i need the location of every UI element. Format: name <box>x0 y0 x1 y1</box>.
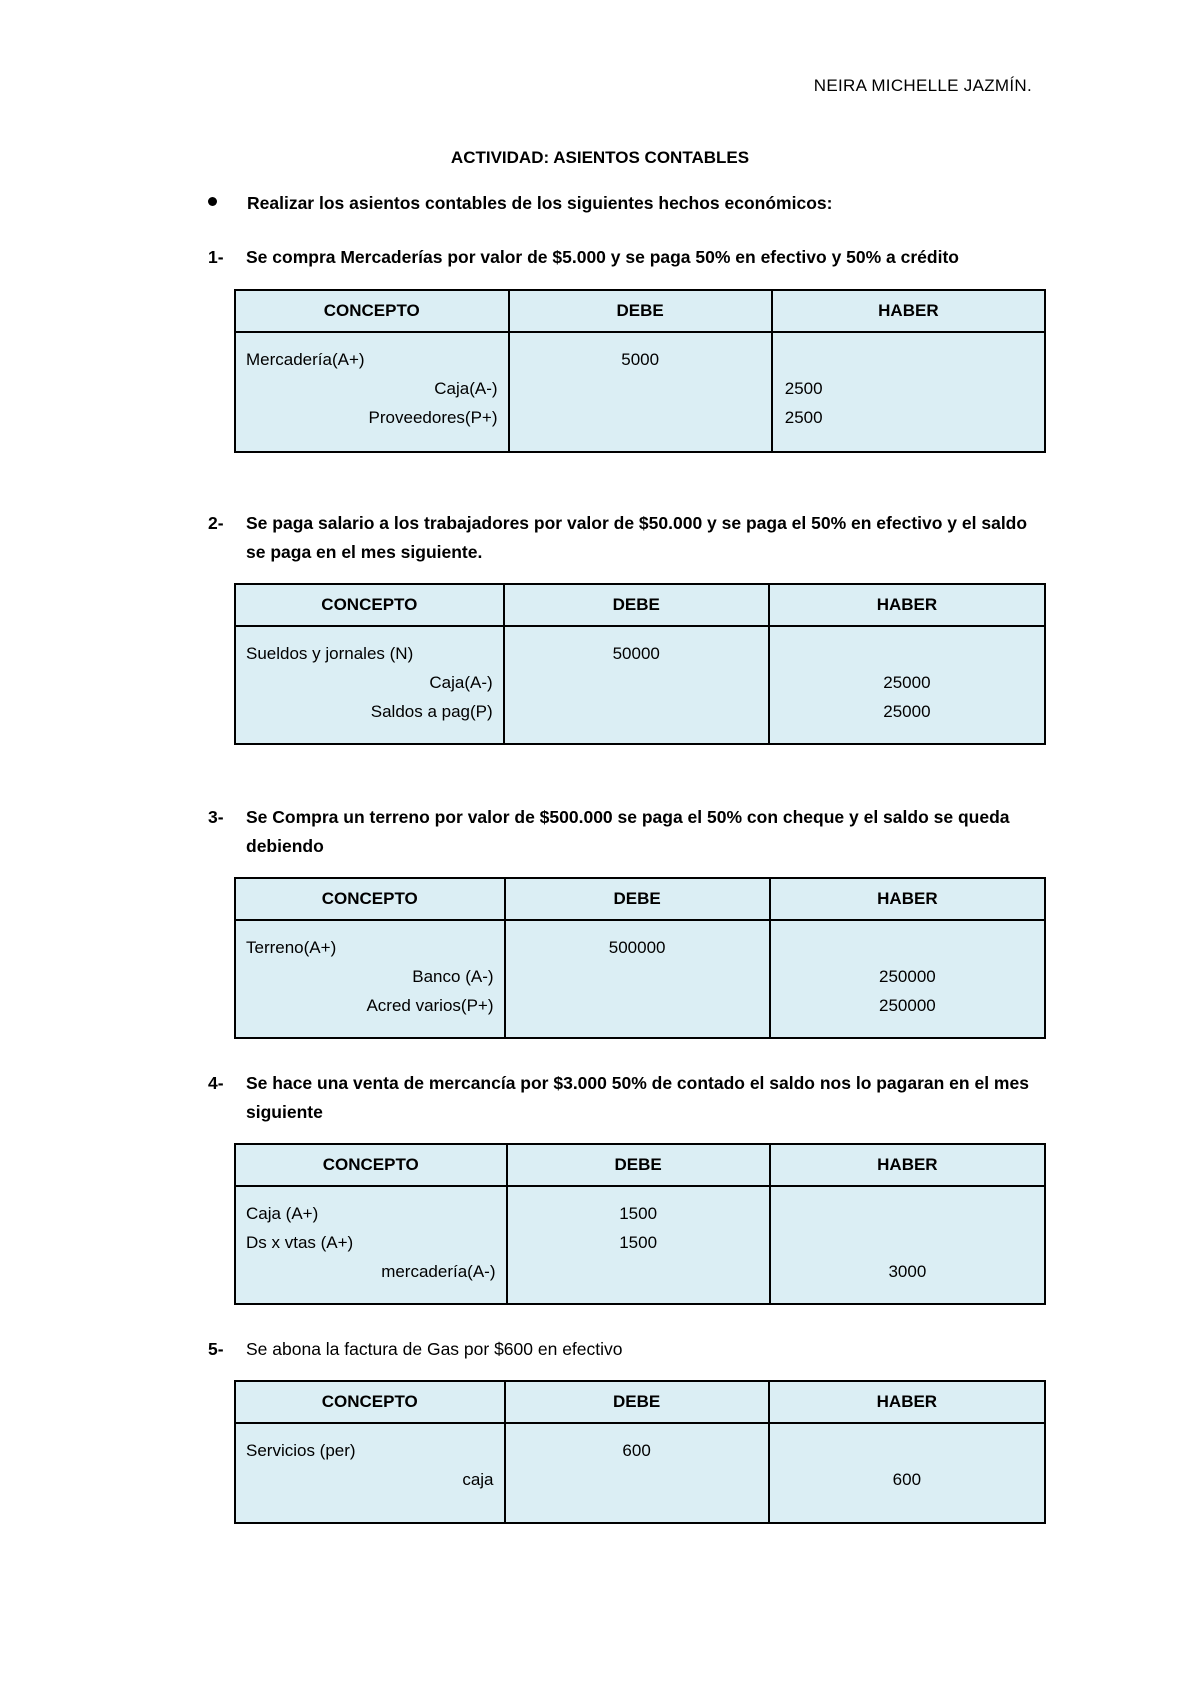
exercise-number: 5- <box>208 1339 224 1359</box>
page-title: ACTIVIDAD: ASIENTOS CONTABLES <box>450 148 750 167</box>
concepto-cell <box>235 1423 505 1523</box>
header-haber: HABER <box>769 1381 1045 1423</box>
haber-value: 25000 <box>883 673 931 692</box>
table-header-row <box>235 1381 1045 1423</box>
debe-value <box>515 668 758 697</box>
journal-entry-table-4 <box>234 1143 1046 1305</box>
debe-value <box>515 697 758 726</box>
debe-value: 600 <box>622 1441 651 1460</box>
header-haber: HABER <box>770 1144 1045 1186</box>
concepto-cell <box>235 1186 507 1304</box>
debe-value <box>520 374 761 403</box>
table-row <box>235 626 1045 744</box>
debe-value <box>516 991 759 1020</box>
exercise-1-statement <box>208 243 1038 272</box>
header-debe: DEBE <box>509 290 772 332</box>
haber-cell <box>772 332 1045 452</box>
debe-cell <box>505 920 770 1038</box>
haber-value <box>781 1228 1034 1257</box>
instruction <box>208 193 832 214</box>
table-row <box>235 1186 1045 1304</box>
table-header-row <box>235 878 1045 920</box>
debe-value: 50000 <box>612 644 660 663</box>
header-debe: DEBE <box>504 584 769 626</box>
journal-entry-table-5 <box>234 1380 1046 1524</box>
haber-value: 2500 <box>784 408 823 427</box>
bullet-icon <box>208 197 217 206</box>
debe-value <box>516 962 759 991</box>
debe-cell <box>507 1186 770 1304</box>
exercise-text: Se paga salario a los trabajadores por valor de $50.000 y se paga el 50% en efectivo y el saldo se paga en el mes siguiente. <box>246 513 1028 562</box>
concepto-line: Saldos a pag(P) <box>370 702 493 721</box>
table-header-row <box>235 1144 1045 1186</box>
journal-entry-table-2 <box>234 583 1046 745</box>
concepto-line: Caja(A-) <box>434 379 498 398</box>
concepto-line: Caja(A-) <box>429 673 493 692</box>
concepto-cell <box>235 626 504 744</box>
journal-entry-table-1 <box>234 289 1046 453</box>
haber-value: 3000 <box>888 1262 927 1281</box>
exercise-text: Se abona la factura de Gas por $600 en efectivo <box>246 1339 623 1359</box>
debe-value: 500000 <box>608 938 666 957</box>
haber-value <box>780 639 1034 668</box>
header-haber: HABER <box>770 878 1045 920</box>
table-header-row <box>235 290 1045 332</box>
author-name: NEIRA MICHELLE JAZMÍN. <box>813 76 1032 95</box>
exercise-text: Se Compra un terreno por valor de $500.000 se paga el 50% con cheque y el saldo se queda debiendo <box>246 807 1010 856</box>
journal-entry-table-3 <box>234 877 1046 1039</box>
debe-value: 1500 <box>619 1233 658 1252</box>
haber-cell <box>770 920 1045 1038</box>
concepto-line: Terreno(A+) <box>246 938 337 957</box>
haber-value <box>781 1199 1034 1228</box>
header-debe: DEBE <box>505 1381 769 1423</box>
haber-cell <box>769 1423 1045 1523</box>
debe-cell <box>504 626 769 744</box>
debe-value: 1500 <box>619 1204 658 1223</box>
concepto-line: Acred varios(P+) <box>366 996 494 1015</box>
exercise-4-statement <box>208 1069 1038 1127</box>
exercise-text: Se hace una venta de mercancía por $3.000 50% de contado el saldo nos lo pagaran en el mes siguiente <box>246 1073 1029 1122</box>
concepto-line: Caja (A+) <box>246 1204 319 1223</box>
exercise-number: 2- <box>208 513 224 533</box>
debe-cell <box>505 1423 769 1523</box>
haber-value: 600 <box>892 1470 922 1489</box>
header-haber: HABER <box>772 290 1045 332</box>
haber-value <box>780 1436 1034 1465</box>
concepto-line: Ds x vtas (A+) <box>246 1233 354 1252</box>
haber-value: 25000 <box>883 702 931 721</box>
header-haber: HABER <box>769 584 1045 626</box>
haber-value <box>781 933 1034 962</box>
exercise-number: 1- <box>208 247 224 267</box>
header-debe: DEBE <box>507 1144 770 1186</box>
header-concepto: CONCEPTO <box>235 1144 507 1186</box>
haber-value: 250000 <box>879 967 936 986</box>
concepto-line: Servicios (per) <box>246 1441 356 1460</box>
header-debe: DEBE <box>505 878 770 920</box>
concepto-line: Mercadería(A+) <box>246 350 365 369</box>
exercise-number: 3- <box>208 807 224 827</box>
exercise-number: 4- <box>208 1073 224 1093</box>
debe-cell <box>509 332 772 452</box>
concepto-line: Banco (A-) <box>412 967 494 986</box>
instruction-text: Realizar los asientos contables de los siguientes hechos económicos: <box>247 193 833 213</box>
haber-value: 2500 <box>784 379 823 398</box>
debe-value <box>520 403 761 432</box>
debe-value <box>518 1257 759 1286</box>
concepto-cell <box>235 920 505 1038</box>
table-row <box>235 332 1045 452</box>
concepto-line: mercadería(A-) <box>381 1262 496 1281</box>
haber-value <box>785 345 1034 374</box>
header-concepto: CONCEPTO <box>235 290 509 332</box>
haber-cell <box>769 626 1045 744</box>
table-row <box>235 920 1045 1038</box>
exercise-2-statement <box>208 509 1038 567</box>
concepto-line: caja <box>462 1470 494 1489</box>
debe-value <box>516 1465 758 1494</box>
table-header-row <box>235 584 1045 626</box>
haber-value: 250000 <box>879 996 936 1015</box>
exercise-3-statement <box>208 803 1038 861</box>
concepto-cell <box>235 332 509 452</box>
table-row <box>235 1423 1045 1523</box>
exercise-5-statement <box>208 1335 1038 1364</box>
exercise-text: Se compra Mercaderías por valor de $5.000 y se paga 50% en efectivo y 50% a crédito <box>246 247 959 267</box>
debe-value: 5000 <box>621 350 660 369</box>
concepto-line: Sueldos y jornales (N) <box>246 644 414 663</box>
haber-cell <box>770 1186 1045 1304</box>
concepto-line: Proveedores(P+) <box>368 408 498 427</box>
header-concepto: CONCEPTO <box>235 878 505 920</box>
header-concepto: CONCEPTO <box>235 584 504 626</box>
header-concepto: CONCEPTO <box>235 1381 505 1423</box>
